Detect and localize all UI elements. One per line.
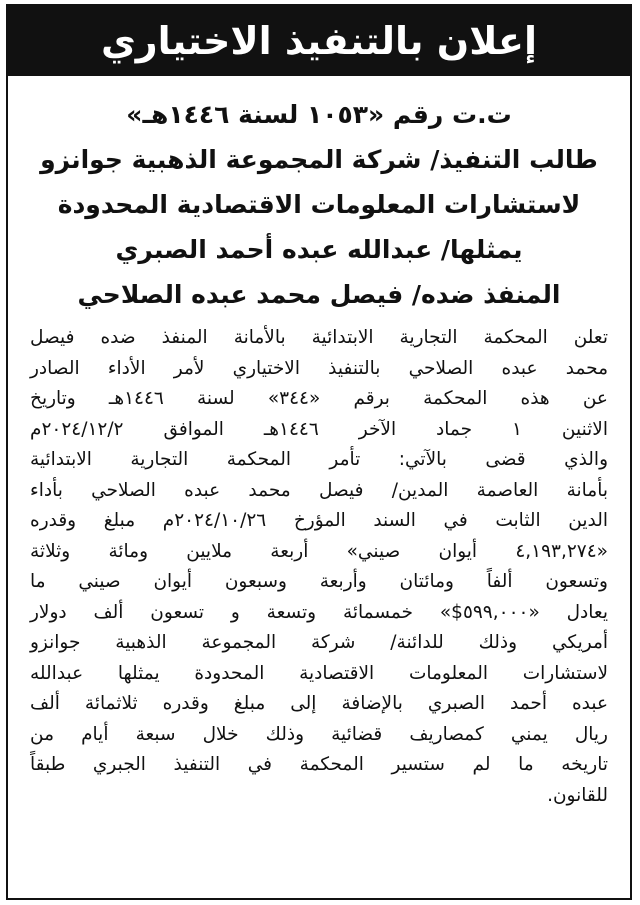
representative-line: يمثلها/ عبدالله عبده أحمد الصبري: [115, 235, 523, 264]
body-line: الاثنين ١ جماد الآخر ١٤٤٦هـ الموافق ٢٠٢٤/١٢/٢م: [30, 418, 608, 440]
body-line: ريال يمني كمصاريف قضائية وذلك خلال سبعة أيام من: [30, 723, 608, 745]
body-line: محمد عبده الصلاحي بالتنفيذ الاختياري لأمر الأداء الصادر: [30, 357, 608, 379]
body-line: والذي قضى بالآتي: تأمر المحكمة التجارية الابتدائية: [30, 449, 608, 470]
body-line: عن هذه المحكمة برقم «٣٤٤» لسنة ١٤٤٦هـ وتاريخ: [30, 388, 608, 409]
banner-title: إعلان بالتنفيذ الاختياري: [100, 19, 538, 63]
case-number-line: ت.ت رقم «١٠٥٣ لسنة ١٤٤٦هـ»: [126, 100, 512, 129]
body-line: وتسعون ألفاً ومائتان وأربعة وسبعون أيوان صيني ما: [30, 571, 608, 592]
legal-notice: [6, 4, 632, 900]
body-line-final: للقانون.: [547, 784, 608, 806]
notice-headings: [8, 76, 630, 317]
body-line: عبده أحمد الصبري بالإضافة إلى مبلغ وقدره ثلاثمائة ألف: [30, 693, 608, 714]
body-line: لاستشارات المعلومات الاقتصادية المحدودة يمثلها عبدالله: [30, 662, 608, 684]
body-line: بأمانة العاصمة المدين/ فيصل محمد عبده الصلاحي بأداء: [30, 479, 608, 501]
body-line: تاريخه ما لم ستسير المحكمة في التنفيذ الجبري طبقاً: [30, 754, 608, 775]
body-line: يعادل «٥٩٩,٠٠٠$» خمسمائة وتسعة و تسعون ألف دولار: [30, 601, 609, 623]
applicant-line-1: طالب التنفيذ/ شركة المجموعة الذهبية جوانزو: [40, 145, 598, 174]
body-line: تعلن المحكمة التجارية الابتدائية بالأمانة المنفذ ضده فيصل: [30, 327, 608, 348]
body-line: أمريكي وذلك للدائنة/ شركة المجموعة الذهبية جوانزو: [30, 632, 608, 653]
notice-body: [8, 323, 630, 811]
body-line: «٤,١٩٣,٢٧٤ أيوان صيني» أربعة ملايين ومائة وثلاثة: [30, 540, 608, 562]
respondent-line: المنفذ ضده/ فيصل محمد عبده الصلاحي: [77, 280, 561, 309]
notice-banner: [8, 6, 630, 76]
body-line: الدين الثابت في السند المؤرخ ٢٠٢٤/١٠/٢٦م مبلغ وقدره: [30, 510, 608, 531]
applicant-line-2: لاستشارات المعلومات الاقتصادية المحدودة: [57, 190, 581, 219]
